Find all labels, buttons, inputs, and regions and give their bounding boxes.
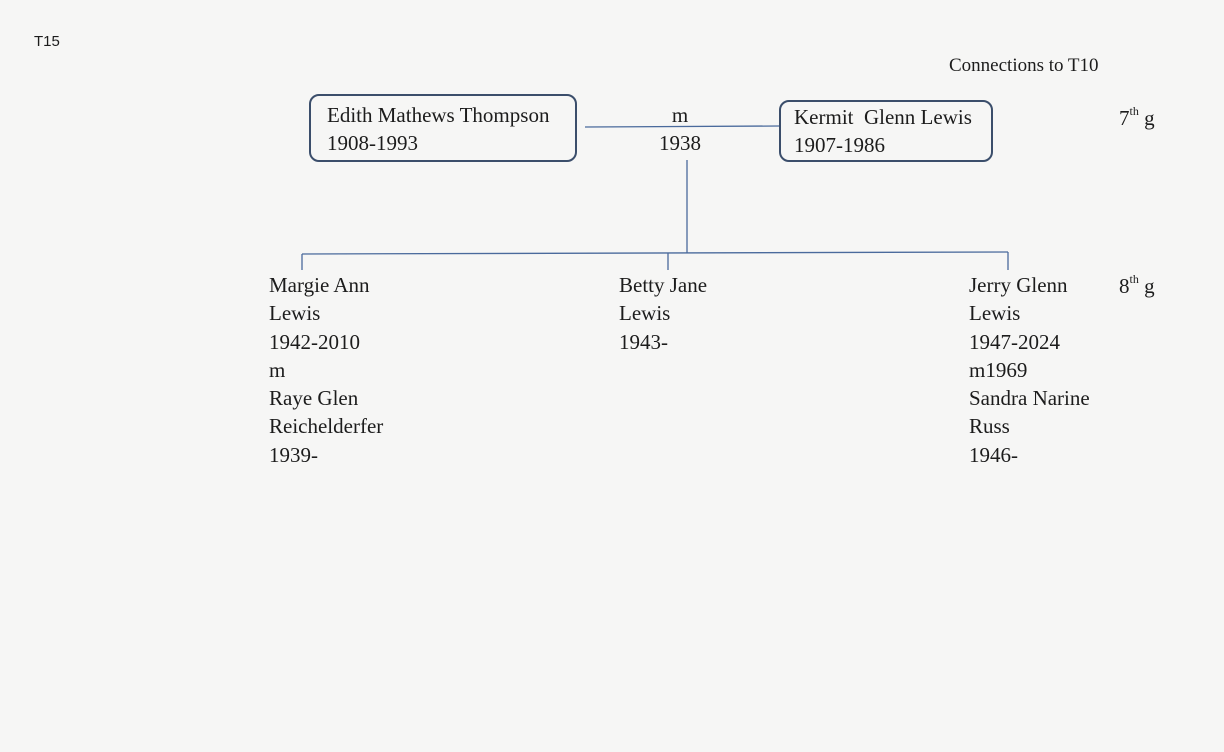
generation-suffix: th [1129, 272, 1139, 286]
child-margie [269, 271, 383, 469]
generation-suffix: th [1129, 104, 1139, 118]
child-line: Margie Ann [269, 273, 370, 297]
person-name: Kermit Glenn Lewis [794, 105, 972, 129]
generation-letter: g [1144, 274, 1155, 298]
person-years: 1907-1986 [794, 133, 885, 157]
child-line: Lewis [269, 301, 321, 326]
child-line: Lewis [619, 301, 671, 326]
page-code: T15 [34, 33, 60, 50]
child-line: Reichelderfer [269, 414, 384, 439]
marriage-label [640, 101, 720, 157]
connections-label: Connections to T10 [949, 55, 1099, 76]
sibling-line [302, 252, 1008, 254]
person-box-edith [309, 94, 577, 162]
child-line: Raye Glen [269, 386, 359, 411]
child-line: 1943- [619, 329, 668, 354]
child-line: Lewis [969, 301, 1021, 326]
child-line: m1969 [969, 357, 1028, 382]
child-line: Sandra Narine [969, 386, 1090, 411]
generation-label-7 [1119, 104, 1155, 131]
marriage-year: 1938 [659, 131, 701, 155]
child-line: m [269, 357, 286, 382]
child-line: 1947-2024 [969, 329, 1060, 354]
generation-number: 7 [1119, 106, 1130, 130]
child-line: Betty Jane [619, 273, 708, 297]
person-years: 1908-1993 [327, 131, 418, 155]
child-betty [619, 271, 707, 356]
child-line: Russ [969, 414, 1010, 439]
person-name: Edith Mathews Thompson [327, 103, 550, 127]
child-line: 1942-2010 [269, 329, 360, 354]
person-box-kermit [779, 100, 993, 162]
child-line: Jerry Glenn [969, 273, 1068, 297]
child-line: 1946- [969, 442, 1018, 467]
marriage-m: m [671, 103, 689, 127]
child-jerry [969, 271, 1090, 469]
generation-label-8 [1119, 272, 1155, 299]
generation-number: 8 [1119, 274, 1130, 298]
generation-letter: g [1144, 106, 1155, 130]
child-line: 1939- [269, 442, 318, 467]
